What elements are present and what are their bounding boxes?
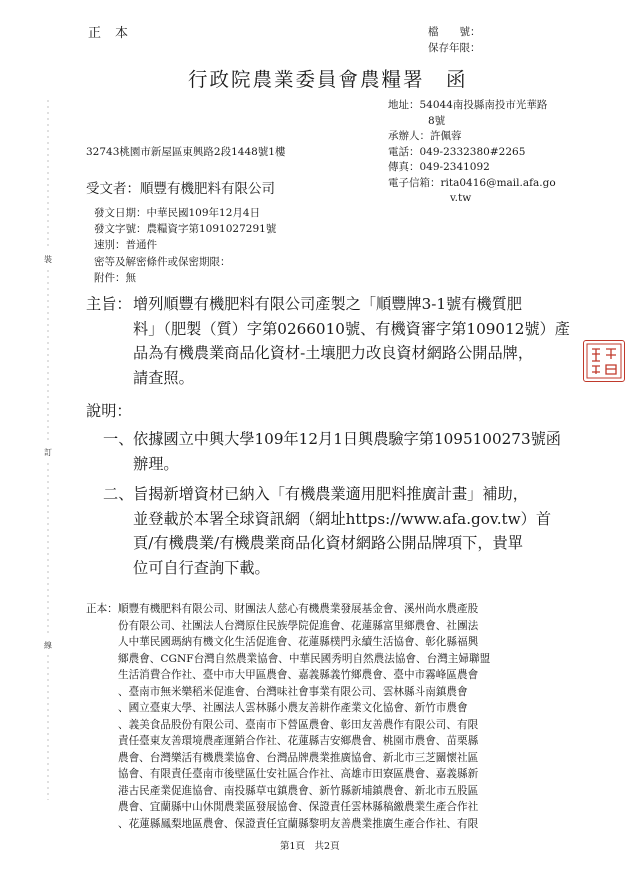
sender-address-line2: 8號 <box>428 114 446 127</box>
recipient: 受文者：順豐有機肥料有限公司 <box>86 181 275 197</box>
distribution-line: 人中華民國瑪納有機文化生活促進會、花蓮縣樸門永續生活協會、彰化縣福興 <box>118 636 479 648</box>
explanation-item-number: 二、 <box>103 485 134 503</box>
explanation-line: 依據國立中興大學109年12月1日興農驗字第1095100273號函 <box>133 430 561 448</box>
distribution-line: 、義美食品股份有限公司、臺南市下營區農會、彰田友善農作有限公司、有限 <box>118 718 479 731</box>
explanation-line: 辦理。 <box>133 454 179 473</box>
email-line2: v.tw <box>450 192 472 204</box>
distribution-line: 、花蓮縣鳳梨地區農會、保證責任宜蘭縣黎明友善農業推廣生產合作社、有限 <box>118 817 479 830</box>
attachment: 附件：無 <box>94 271 136 284</box>
speed: 速別：普通件 <box>94 239 157 252</box>
subject-line: 料」（肥製（質）字第0266010號、有機資審字第109012號）產 <box>133 319 570 338</box>
subject-text <box>133 292 570 390</box>
document-meta <box>94 205 276 286</box>
distribution-line: 順豐有機肥料有限公司、財團法人慈心有機農業發展基金會、溪州尚水農產股 <box>118 603 479 615</box>
page-number: 第1頁 共2頁 <box>280 841 340 852</box>
file-number-label: 檔 號： <box>428 26 481 38</box>
distribution-line: 、國立臺東大學、社團法人雲林縣小農友善耕作產業文化協會、新竹市農會 <box>118 702 468 714</box>
subject-line: 增列順豐有機肥料有限公司產製之「順豐牌3-1號有機質肥 <box>133 295 522 313</box>
explanation-label: 說明： <box>86 402 132 420</box>
distribution-line: 份有限公司、社團法人台灣原住民族學院促進會、花蓮縣富里鄉農會、社團法 <box>118 619 479 632</box>
explanation-line: 位可自行查詢下載。 <box>133 558 270 577</box>
security-level: 密等及解密條件或保密期限： <box>94 255 231 268</box>
recipient-address: 32743桃園市新屋區東興路2段1448號1樓 <box>86 146 286 158</box>
issue-date: 發文日期：中華民國109年12月4日 <box>94 207 261 219</box>
sender-address-line1: 地址：54044南投縣南投市光華路 <box>388 99 548 111</box>
subject-label: 主旨： <box>86 295 132 313</box>
document-title: 行政院農業委員會農糧署 函 <box>188 68 468 91</box>
distribution-line: 農會、宜蘭縣中山休閒農業區發展協會、保證責任雲林縣稿繳農業生產合作社 <box>118 801 479 813</box>
seal-stamp <box>583 340 625 382</box>
email-line1: 電子信箱：rita0416@mail.afa.go <box>388 176 556 189</box>
explanation-line: 頁/有機農業/有機農業商品化資材網路公開品牌項下，貴單 <box>133 534 523 552</box>
original-copy-marker: 正本 <box>88 26 143 41</box>
contact-person: 承辦人：許佩蓉 <box>388 130 462 142</box>
distribution-line: 協會、有限責任臺南市後壁區仕安社區合作社、高雄市田寮區農會、嘉義縣新 <box>118 768 479 780</box>
explanation-line: 旨揭新增資材已納入「有機農業適用肥料推廣計畫」補助， <box>133 485 528 503</box>
distribution-list <box>118 601 490 832</box>
explanation-item <box>133 482 551 580</box>
distribution-line: 、臺南市無米樂稻米促進會、台灣味社會事業有限公司、雲林縣斗南鎮農會 <box>118 685 468 698</box>
explanation-item <box>133 427 561 476</box>
distribution-line: 鄉農會、CGNF台灣自然農業協會、中華民國秀明自然農法協會、台灣主婦聯盟 <box>118 652 491 665</box>
distribution-line: 生活消費合作社、臺中市大甲區農會、嘉義縣義竹鄉農會、臺中市霧峰區農會 <box>118 669 479 681</box>
distribution-line: 責任臺東友善環境農產運銷合作社、花蓮縣吉安鄉農會、桃園市農會、苗栗縣 <box>118 735 479 747</box>
explanation-item-number: 一、 <box>103 430 134 448</box>
binding-line <box>47 100 49 800</box>
binding-mark-middle: 訂 <box>44 448 52 457</box>
phone: 電話：049-2332380#2265 <box>388 145 526 158</box>
distribution-line: 港古民產業促進協會、南投縣草屯鎮農會、新竹縣新埔鎮農會、新北市五股區 <box>118 784 479 797</box>
distribution-label: 正本： <box>86 603 118 615</box>
subject-line: 品為有機農業商品化資材-土壤肥力改良資材網路公開品牌， <box>133 344 534 362</box>
binding-mark-bottom: 線 <box>44 641 52 650</box>
binding-mark-top: 裝 <box>44 255 52 264</box>
subject-line: 請查照。 <box>133 368 194 387</box>
explanation-line: 並登載於本署全球資訊網（網址https://www.afa.gov.tw）首 <box>133 509 552 528</box>
distribution-line: 農會、台灣樂活有機農業協會、台灣品牌農業推廣協會、新北市三芝關懷社區 <box>118 751 479 764</box>
sender-info <box>388 98 556 207</box>
retention-label: 保存年限： <box>428 42 481 54</box>
fax: 傳真：049-2341092 <box>388 161 490 173</box>
issue-number: 發文字號：農糧資字第1091027291號 <box>94 223 277 236</box>
